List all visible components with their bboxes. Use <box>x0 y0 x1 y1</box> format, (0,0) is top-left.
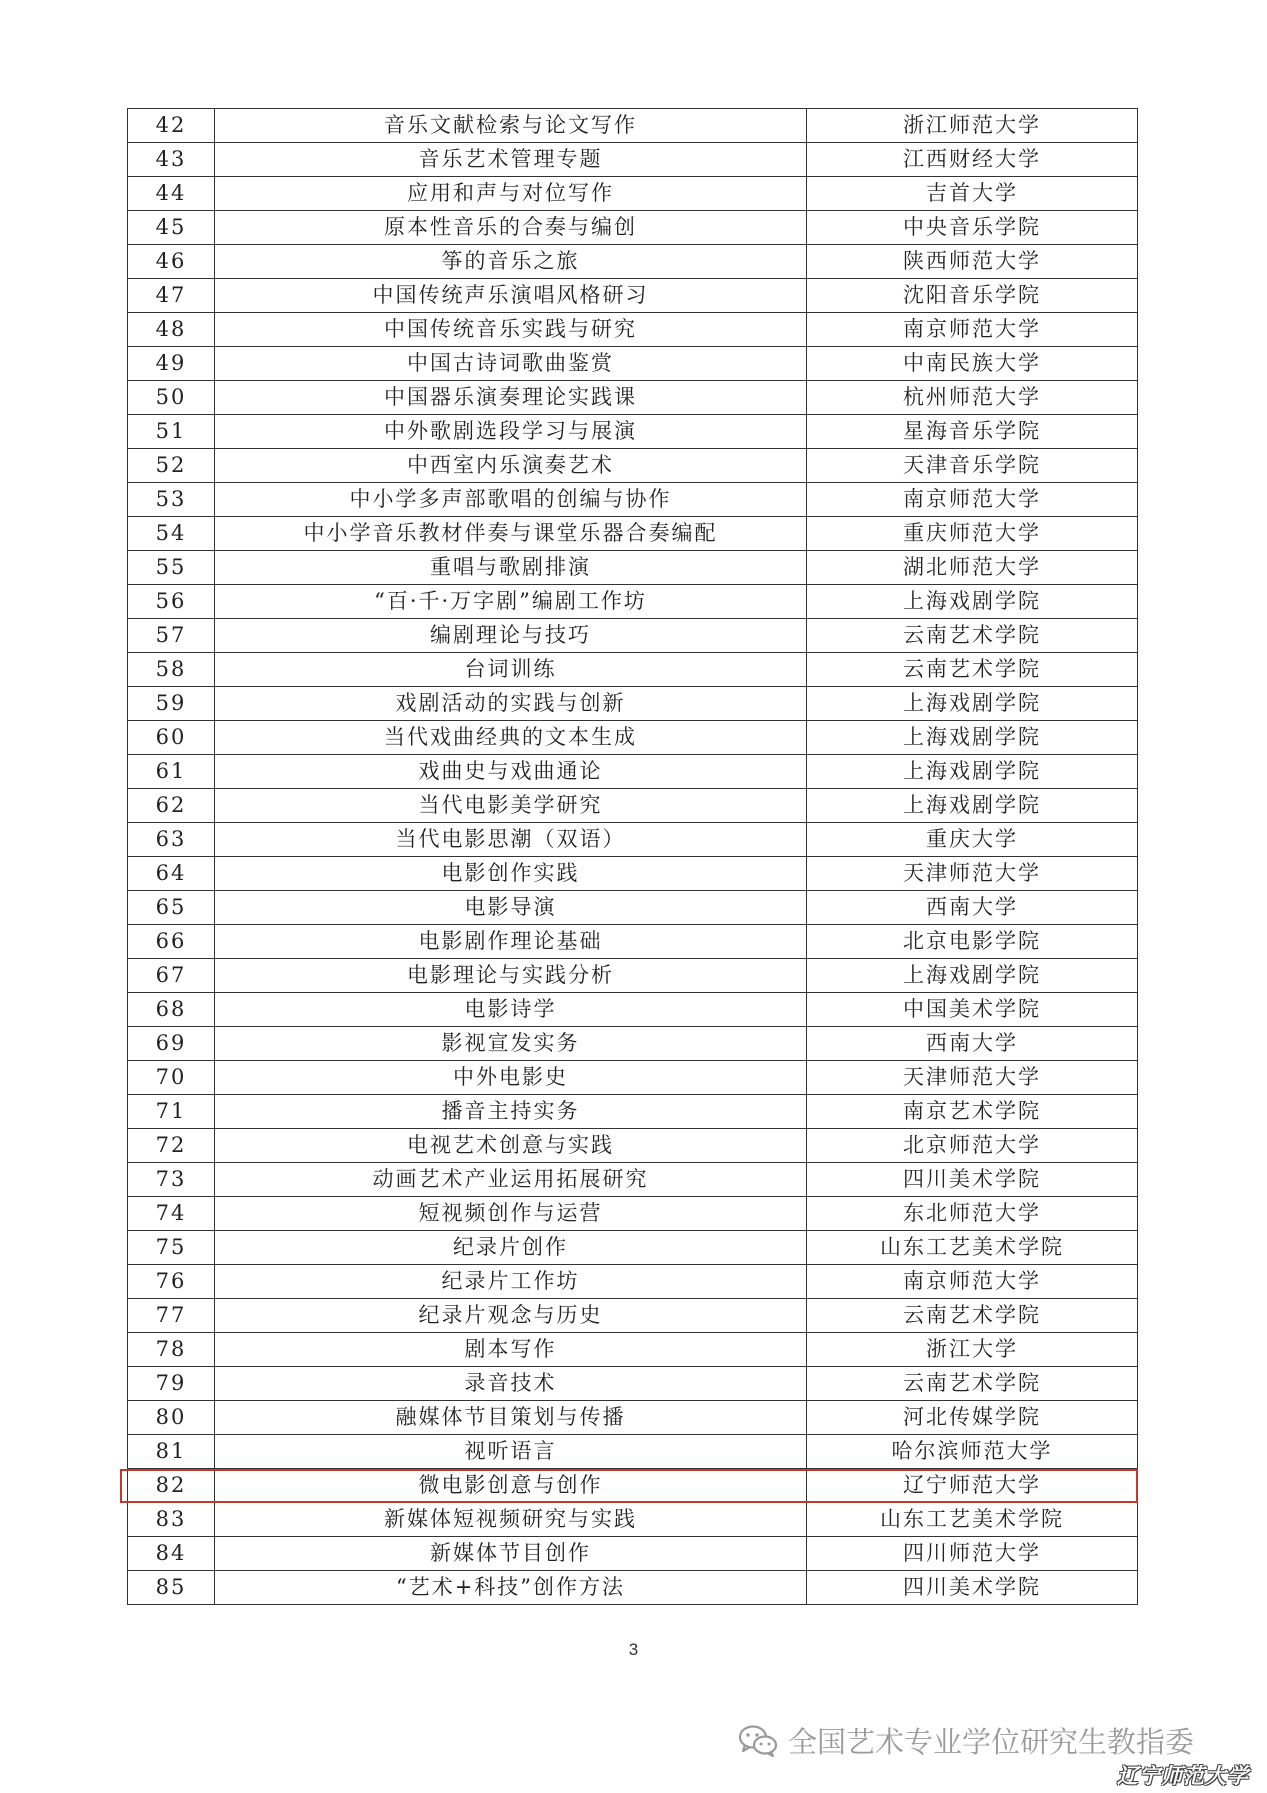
table-row <box>128 1129 1138 1163</box>
row-number: 52 <box>128 449 215 483</box>
table-row <box>128 959 1138 993</box>
table-row <box>128 1401 1138 1435</box>
school-name: 中南民族大学 <box>807 347 1138 381</box>
table-row <box>128 1503 1138 1537</box>
table-row <box>128 551 1138 585</box>
school-name: 南京师范大学 <box>807 1265 1138 1299</box>
row-number: 64 <box>128 857 215 891</box>
row-number: 61 <box>128 755 215 789</box>
course-table-container <box>127 108 1138 1605</box>
row-number: 69 <box>128 1027 215 1061</box>
row-number: 50 <box>128 381 215 415</box>
school-name: 山东工艺美术学院 <box>807 1231 1138 1265</box>
course-name: 中国古诗词歌曲鉴赏 <box>215 347 807 381</box>
table-row <box>128 415 1138 449</box>
watermark-subtext: 辽宁师范大学 <box>1117 1764 1249 1788</box>
course-name: 中西室内乐演奏艺术 <box>215 449 807 483</box>
school-name: 上海戏剧学院 <box>807 585 1138 619</box>
table-row <box>128 1469 1138 1503</box>
course-name: 戏曲史与戏曲通论 <box>215 755 807 789</box>
table-row <box>128 789 1138 823</box>
row-number: 74 <box>128 1197 215 1231</box>
course-name: 音乐文献检索与论文写作 <box>215 109 807 143</box>
course-name: 新媒体节目创作 <box>215 1537 807 1571</box>
table-row <box>128 585 1138 619</box>
table-row <box>128 177 1138 211</box>
table-row <box>128 1163 1138 1197</box>
row-number: 82 <box>128 1469 215 1503</box>
table-row <box>128 993 1138 1027</box>
course-name: 音乐艺术管理专题 <box>215 143 807 177</box>
table-row <box>128 1299 1138 1333</box>
table-row <box>128 211 1138 245</box>
row-number: 55 <box>128 551 215 585</box>
table-row <box>128 381 1138 415</box>
course-table <box>127 108 1138 1605</box>
school-name: 北京电影学院 <box>807 925 1138 959</box>
table-row <box>128 245 1138 279</box>
row-number: 72 <box>128 1129 215 1163</box>
course-name: 中小学多声部歌唱的创编与协作 <box>215 483 807 517</box>
course-name: 融媒体节目策划与传播 <box>215 1401 807 1435</box>
table-row <box>128 891 1138 925</box>
course-name: 中外电影史 <box>215 1061 807 1095</box>
row-number: 76 <box>128 1265 215 1299</box>
school-name: 四川师范大学 <box>807 1537 1138 1571</box>
course-table-body <box>128 109 1138 1605</box>
course-name: 电影理论与实践分析 <box>215 959 807 993</box>
course-name: 当代戏曲经典的文本生成 <box>215 721 807 755</box>
row-number: 58 <box>128 653 215 687</box>
course-name: 中国传统声乐演唱风格研习 <box>215 279 807 313</box>
course-name: 电影创作实践 <box>215 857 807 891</box>
school-name: 天津师范大学 <box>807 1061 1138 1095</box>
school-name: 南京艺术学院 <box>807 1095 1138 1129</box>
school-name: 西南大学 <box>807 1027 1138 1061</box>
row-number: 46 <box>128 245 215 279</box>
course-name: 中小学音乐教材伴奏与课堂乐器合奏编配 <box>215 517 807 551</box>
page-number: 3 <box>628 1640 639 1659</box>
school-name: 四川美术学院 <box>807 1571 1138 1605</box>
row-number: 43 <box>128 143 215 177</box>
course-name: 剧本写作 <box>215 1333 807 1367</box>
course-name: 当代电影美学研究 <box>215 789 807 823</box>
table-row <box>128 517 1138 551</box>
course-name: 电影导演 <box>215 891 807 925</box>
course-name: 动画艺术产业运用拓展研究 <box>215 1163 807 1197</box>
table-row <box>128 1537 1138 1571</box>
table-row <box>128 755 1138 789</box>
course-name: 戏剧活动的实践与创新 <box>215 687 807 721</box>
school-name: 南京师范大学 <box>807 483 1138 517</box>
table-row <box>128 449 1138 483</box>
school-name: 上海戏剧学院 <box>807 721 1138 755</box>
wechat-icon <box>738 1724 778 1758</box>
school-name: 中央音乐学院 <box>807 211 1138 245</box>
course-name: 短视频创作与运营 <box>215 1197 807 1231</box>
school-name: 西南大学 <box>807 891 1138 925</box>
table-row <box>128 1333 1138 1367</box>
row-number: 79 <box>128 1367 215 1401</box>
row-number: 73 <box>128 1163 215 1197</box>
course-name: 电影剧作理论基础 <box>215 925 807 959</box>
school-name: 重庆大学 <box>807 823 1138 857</box>
watermark <box>738 1720 1194 1761</box>
school-name: 云南艺术学院 <box>807 653 1138 687</box>
table-row <box>128 925 1138 959</box>
table-row <box>128 1435 1138 1469</box>
school-name: 湖北师范大学 <box>807 551 1138 585</box>
row-number: 78 <box>128 1333 215 1367</box>
course-name: 原本性音乐的合奏与编创 <box>215 211 807 245</box>
school-name: 上海戏剧学院 <box>807 687 1138 721</box>
table-row <box>128 109 1138 143</box>
table-row <box>128 279 1138 313</box>
table-row <box>128 1061 1138 1095</box>
school-name: 杭州师范大学 <box>807 381 1138 415</box>
row-number: 59 <box>128 687 215 721</box>
row-number: 47 <box>128 279 215 313</box>
school-name: 重庆师范大学 <box>807 517 1138 551</box>
table-row <box>128 1231 1138 1265</box>
school-name: 哈尔滨师范大学 <box>807 1435 1138 1469</box>
row-number: 84 <box>128 1537 215 1571</box>
table-row <box>128 483 1138 517</box>
watermark-text: 全国艺术专业学位研究生教指委 <box>788 1725 1195 1759</box>
school-name: 江西财经大学 <box>807 143 1138 177</box>
row-number: 45 <box>128 211 215 245</box>
course-name: 重唱与歌剧排演 <box>215 551 807 585</box>
row-number: 83 <box>128 1503 215 1537</box>
course-name: “艺术+科技”创作方法 <box>215 1571 807 1605</box>
school-name: 天津音乐学院 <box>807 449 1138 483</box>
row-number: 75 <box>128 1231 215 1265</box>
school-name: 浙江大学 <box>807 1333 1138 1367</box>
row-number: 77 <box>128 1299 215 1333</box>
school-name: 四川美术学院 <box>807 1163 1138 1197</box>
table-row <box>128 1095 1138 1129</box>
school-name: 沈阳音乐学院 <box>807 279 1138 313</box>
course-name: 视听语言 <box>215 1435 807 1469</box>
row-number: 67 <box>128 959 215 993</box>
school-name: 上海戏剧学院 <box>807 959 1138 993</box>
school-name: 中国美术学院 <box>807 993 1138 1027</box>
row-number: 85 <box>128 1571 215 1605</box>
school-name: 云南艺术学院 <box>807 1299 1138 1333</box>
table-row <box>128 1027 1138 1061</box>
school-name: 天津师范大学 <box>807 857 1138 891</box>
row-number: 66 <box>128 925 215 959</box>
table-row <box>128 1367 1138 1401</box>
course-name: 中国器乐演奏理论实践课 <box>215 381 807 415</box>
school-name: 河北传媒学院 <box>807 1401 1138 1435</box>
row-number: 48 <box>128 313 215 347</box>
course-name: 播音主持实务 <box>215 1095 807 1129</box>
row-number: 80 <box>128 1401 215 1435</box>
table-row <box>128 347 1138 381</box>
row-number: 81 <box>128 1435 215 1469</box>
school-name: 云南艺术学院 <box>807 1367 1138 1401</box>
table-row <box>128 1265 1138 1299</box>
course-name: 电影诗学 <box>215 993 807 1027</box>
course-name: 应用和声与对位写作 <box>215 177 807 211</box>
school-name: 南京师范大学 <box>807 313 1138 347</box>
row-number: 54 <box>128 517 215 551</box>
course-name: 新媒体短视频研究与实践 <box>215 1503 807 1537</box>
course-name: 中外歌剧选段学习与展演 <box>215 415 807 449</box>
row-number: 60 <box>128 721 215 755</box>
course-name: 微电影创意与创作 <box>215 1469 807 1503</box>
course-name: 纪录片创作 <box>215 1231 807 1265</box>
course-name: 筝的音乐之旅 <box>215 245 807 279</box>
table-row <box>128 143 1138 177</box>
school-name: 云南艺术学院 <box>807 619 1138 653</box>
course-name: 纪录片工作坊 <box>215 1265 807 1299</box>
row-number: 63 <box>128 823 215 857</box>
row-number: 49 <box>128 347 215 381</box>
school-name: 吉首大学 <box>807 177 1138 211</box>
school-name: 北京师范大学 <box>807 1129 1138 1163</box>
course-name: 当代电影思潮（双语） <box>215 823 807 857</box>
school-name: 浙江师范大学 <box>807 109 1138 143</box>
table-row <box>128 313 1138 347</box>
school-name: 上海戏剧学院 <box>807 789 1138 823</box>
row-number: 70 <box>128 1061 215 1095</box>
row-number: 57 <box>128 619 215 653</box>
row-number: 51 <box>128 415 215 449</box>
school-name: 陕西师范大学 <box>807 245 1138 279</box>
table-row <box>128 1571 1138 1605</box>
course-name: 录音技术 <box>215 1367 807 1401</box>
school-name: 山东工艺美术学院 <box>807 1503 1138 1537</box>
course-name: “百·千·万字剧”编剧工作坊 <box>215 585 807 619</box>
row-number: 53 <box>128 483 215 517</box>
table-row <box>128 619 1138 653</box>
school-name: 上海戏剧学院 <box>807 755 1138 789</box>
table-row <box>128 653 1138 687</box>
course-name: 影视宣发实务 <box>215 1027 807 1061</box>
row-number: 44 <box>128 177 215 211</box>
course-name: 中国传统音乐实践与研究 <box>215 313 807 347</box>
course-name: 纪录片观念与历史 <box>215 1299 807 1333</box>
course-name: 电视艺术创意与实践 <box>215 1129 807 1163</box>
table-row <box>128 721 1138 755</box>
row-number: 71 <box>128 1095 215 1129</box>
school-name: 辽宁师范大学 <box>807 1469 1138 1503</box>
row-number: 68 <box>128 993 215 1027</box>
table-row <box>128 857 1138 891</box>
course-name: 台词训练 <box>215 653 807 687</box>
school-name: 东北师范大学 <box>807 1197 1138 1231</box>
school-name: 星海音乐学院 <box>807 415 1138 449</box>
row-number: 56 <box>128 585 215 619</box>
table-row <box>128 823 1138 857</box>
table-row <box>128 1197 1138 1231</box>
row-number: 65 <box>128 891 215 925</box>
row-number: 42 <box>128 109 215 143</box>
course-name: 编剧理论与技巧 <box>215 619 807 653</box>
row-number: 62 <box>128 789 215 823</box>
table-row <box>128 687 1138 721</box>
